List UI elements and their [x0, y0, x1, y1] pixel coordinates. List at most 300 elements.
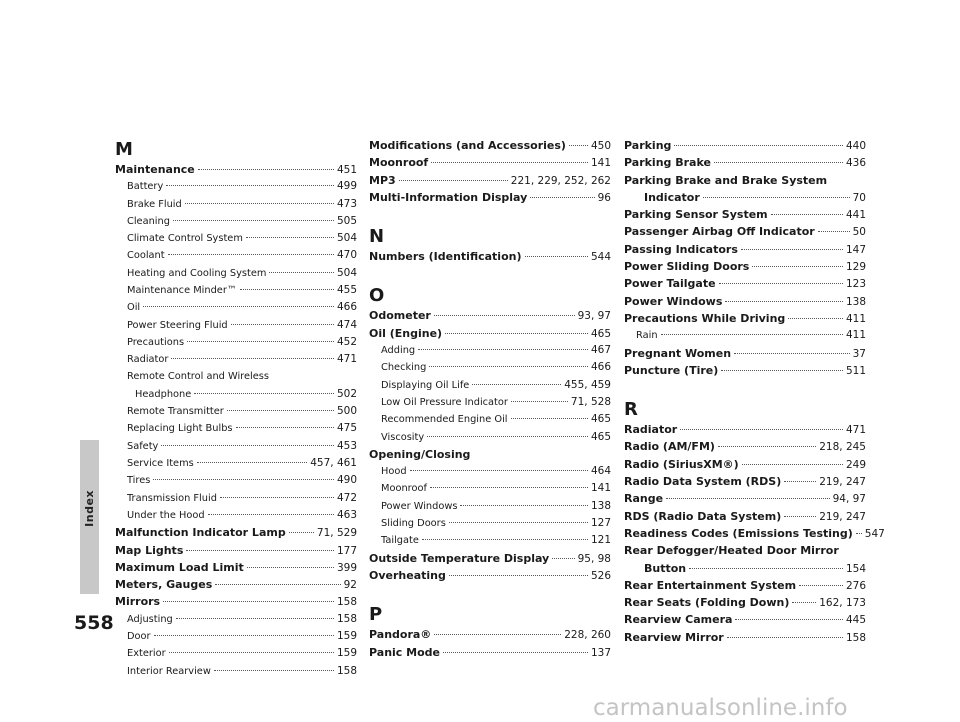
entry-page-ref[interactable]: 450	[590, 140, 611, 152]
entry-term: Radiator	[127, 354, 169, 366]
entry-term: Radio Data System (RDS)	[624, 475, 782, 489]
dot-leader	[799, 585, 843, 586]
index-entry[interactable]	[115, 578, 357, 595]
dot-leader	[430, 487, 588, 488]
entry-page-ref[interactable]: 471	[336, 353, 357, 366]
index-entry[interactable]	[115, 526, 357, 543]
entry-page-ref[interactable]: 465	[590, 327, 611, 340]
dot-leader	[788, 318, 843, 319]
entry-page-ref[interactable]: 499	[336, 180, 357, 193]
dot-leader	[703, 197, 850, 198]
index-entry[interactable]	[369, 174, 611, 191]
dot-leader	[185, 203, 334, 204]
index-entry[interactable]	[115, 301, 357, 318]
entry-term: Radio (AM/FM)	[624, 440, 715, 454]
entry-page-ref[interactable]: 505	[336, 214, 357, 227]
entry-term: Panic Mode	[369, 645, 440, 659]
entry-term: Modifications (and Accessories)	[369, 139, 566, 152]
entry-term: Safety	[127, 440, 159, 452]
dot-leader	[511, 418, 588, 419]
entry-page-ref[interactable]: 93, 97	[577, 310, 611, 323]
entry-term: Replacing Light Bulbs	[127, 423, 233, 435]
index-entry[interactable]	[624, 613, 866, 630]
entry-term: Rearview Camera	[624, 613, 733, 627]
entry-term: Rear Seats (Folding Down)	[624, 596, 790, 610]
dot-leader	[246, 237, 334, 238]
dot-leader	[721, 370, 843, 371]
entry-term: Range	[624, 492, 664, 506]
index-entry[interactable]	[624, 260, 866, 277]
entry-page-ref[interactable]: 399	[336, 561, 357, 574]
index-entry[interactable]	[624, 174, 866, 191]
index-entry[interactable]	[624, 492, 866, 509]
dot-leader	[661, 334, 843, 335]
entry-term: Parking	[624, 139, 672, 152]
entry-page-ref[interactable]: 138	[845, 295, 866, 308]
dot-leader	[153, 479, 334, 480]
dot-leader	[719, 283, 843, 284]
index-entry[interactable]	[115, 198, 357, 215]
index-entry[interactable]	[369, 465, 611, 482]
entry-page-ref[interactable]: 159	[336, 647, 357, 660]
entry-term: Rear Entertainment System	[624, 578, 797, 592]
entry-term: Rearview Mirror	[624, 630, 724, 644]
entry-page-ref[interactable]: 465	[590, 413, 611, 426]
entry-term: Adding	[381, 345, 416, 357]
dot-leader	[429, 366, 588, 367]
dot-leader	[771, 214, 843, 215]
entry-page-ref[interactable]: 436	[845, 157, 866, 170]
index-entry[interactable]	[369, 191, 611, 208]
index-entry[interactable]	[115, 440, 357, 457]
index-entry[interactable]	[624, 596, 866, 613]
dot-leader	[741, 249, 843, 250]
entry-page-ref[interactable]: 159	[336, 630, 357, 643]
index-column-3	[624, 139, 885, 648]
section-letter: P	[369, 604, 383, 626]
dot-leader	[427, 436, 588, 437]
index-entry[interactable]	[115, 163, 357, 180]
entry-term: Pandora®	[369, 628, 432, 642]
index-entry[interactable]	[624, 277, 866, 294]
dot-leader	[236, 427, 334, 428]
entry-page-ref[interactable]: 465	[590, 430, 611, 443]
index-entry[interactable]	[369, 569, 611, 586]
entry-page-ref[interactable]: 490	[336, 474, 357, 487]
dot-leader	[714, 162, 843, 163]
dot-leader	[171, 358, 334, 359]
dot-leader	[186, 550, 334, 551]
dot-leader	[198, 169, 334, 170]
entry-page-ref[interactable]: 219, 247	[819, 510, 866, 523]
entry-page-ref[interactable]: 71, 529	[316, 527, 357, 540]
entry-term: Puncture (Tire)	[624, 363, 719, 377]
index-entry[interactable]	[115, 509, 357, 526]
entry-term: Odometer	[369, 309, 431, 323]
index-entry[interactable]	[369, 500, 611, 517]
entry-term: Numbers (Identification)	[369, 250, 522, 264]
dot-leader	[856, 533, 862, 534]
index-entry[interactable]	[115, 613, 357, 630]
entry-term: Sliding Doors	[381, 518, 446, 530]
entry-term: Indicator	[644, 190, 700, 204]
index-entry[interactable]	[115, 284, 357, 301]
index-entry[interactable]	[369, 646, 611, 663]
entry-page-ref[interactable]: 96	[597, 191, 611, 204]
index-entry[interactable]	[115, 353, 357, 370]
index-entry[interactable]	[624, 208, 866, 225]
dot-leader	[530, 197, 594, 198]
index-entry[interactable]	[624, 510, 866, 527]
index-entry[interactable]	[115, 474, 357, 491]
index-entry[interactable]	[369, 482, 611, 499]
dot-leader	[742, 464, 843, 465]
index-entry[interactable]	[115, 319, 357, 336]
dot-leader	[472, 384, 561, 385]
dot-leader	[418, 349, 588, 350]
index-entry[interactable]	[624, 156, 866, 173]
dot-leader	[166, 185, 334, 186]
entry-term: Exterior	[127, 648, 166, 660]
index-entry[interactable]	[115, 267, 357, 284]
entry-page-ref[interactable]: 411	[845, 312, 866, 325]
entry-page-ref[interactable]: 441	[845, 209, 866, 222]
entry-term: Maximum Load Limit	[115, 560, 244, 574]
index-entry[interactable]	[624, 544, 866, 561]
entry-page-ref[interactable]: 463	[336, 508, 357, 521]
entry-term: Map Lights	[115, 543, 184, 557]
entry-term: Passenger Airbag Off Indicator	[624, 225, 815, 239]
entry-page-ref[interactable]: 276	[845, 579, 866, 592]
dot-leader	[208, 514, 334, 515]
entry-page-ref[interactable]: 472	[336, 491, 357, 504]
entry-term: Power Steering Fluid	[127, 319, 228, 331]
dot-leader	[220, 497, 334, 498]
index-entry[interactable]	[624, 440, 866, 457]
index-entry[interactable]	[115, 647, 357, 664]
entry-page-ref[interactable]: 547	[864, 527, 885, 540]
entry-term: Parking Sensor System	[624, 208, 768, 222]
dot-leader	[269, 272, 334, 273]
index-entry[interactable]	[624, 562, 866, 579]
entry-page-ref[interactable]: 37	[852, 347, 866, 360]
entry-page-ref[interactable]: 138	[590, 499, 611, 512]
entry-page-ref[interactable]: 504	[336, 232, 357, 245]
entry-term: Moonroof	[381, 483, 427, 495]
dot-leader	[735, 619, 843, 620]
index-entry[interactable]	[115, 405, 357, 422]
entry-page-ref[interactable]: 445	[845, 614, 866, 627]
entry-page-ref[interactable]: 504	[336, 266, 357, 279]
entry-page-ref[interactable]: 123	[845, 278, 866, 291]
dot-leader	[227, 410, 334, 411]
index-entry[interactable]	[624, 631, 866, 648]
entry-page-ref[interactable]: 147	[845, 243, 866, 256]
index-entry[interactable]	[115, 336, 357, 353]
entry-term: Remote Control and Wireless	[127, 370, 269, 382]
entry-term: Checking	[381, 362, 427, 374]
index-entry[interactable]	[624, 139, 866, 156]
dot-leader	[666, 498, 830, 499]
dot-leader	[231, 324, 334, 325]
entry-term: Service Items	[127, 458, 194, 470]
entry-page-ref[interactable]: 154	[845, 562, 866, 575]
entry-page-ref[interactable]: 475	[336, 422, 357, 435]
index-entry[interactable]	[115, 561, 357, 578]
dot-leader	[434, 634, 561, 635]
entry-term: Radiator	[624, 423, 678, 437]
entry-page-ref[interactable]: 474	[336, 318, 357, 331]
index-entry[interactable]	[115, 630, 357, 647]
index-entry[interactable]	[115, 249, 357, 266]
watermark: carmanualsonline.info	[593, 695, 848, 721]
entry-term: Meters, Gauges	[115, 578, 213, 592]
entry-page-ref[interactable]: 219, 247	[819, 476, 866, 489]
dot-leader	[445, 333, 588, 334]
entry-term: Interior Rearview	[127, 665, 211, 677]
index-entry[interactable]	[369, 361, 611, 378]
index-entry[interactable]	[369, 517, 611, 534]
entry-term: Multi-Information Display	[369, 190, 528, 204]
entry-page-ref[interactable]: 471	[845, 424, 866, 437]
entry-term: Door	[127, 631, 151, 643]
dot-leader	[784, 481, 816, 482]
entry-term: Radio (SiriusXM®)	[624, 457, 739, 471]
dot-leader	[399, 180, 508, 181]
entry-term: Outside Temperature Display	[369, 551, 550, 565]
entry-page-ref[interactable]: 158	[336, 664, 357, 677]
entry-page-ref[interactable]: 451	[336, 164, 357, 176]
entry-page-ref[interactable]: 71, 528	[570, 395, 611, 408]
entry-page-ref[interactable]: 466	[590, 361, 611, 374]
entry-page-ref[interactable]: 137	[590, 646, 611, 659]
entry-term: Passing Indicators	[624, 242, 738, 256]
dot-leader	[154, 635, 334, 636]
entry-page-ref[interactable]: 177	[336, 544, 357, 557]
index-entry[interactable]	[369, 379, 611, 396]
entry-page-ref[interactable]: 127	[590, 517, 611, 530]
entry-page-ref[interactable]: 228, 260	[564, 629, 611, 642]
dot-leader	[410, 470, 588, 471]
entry-term: Viscosity	[381, 431, 425, 443]
entry-page-ref[interactable]: 121	[590, 534, 611, 547]
dot-leader	[460, 505, 587, 506]
index-entry[interactable]	[369, 344, 611, 361]
index-column-1	[115, 139, 357, 682]
dot-leader	[214, 670, 334, 671]
entry-term: Power Tailgate	[624, 277, 716, 291]
index-entry[interactable]	[624, 312, 866, 329]
index-entry[interactable]	[369, 396, 611, 413]
entry-term: Hood	[381, 466, 407, 478]
entry-term: Transmission Fluid	[127, 492, 217, 504]
dot-leader	[173, 220, 334, 221]
entry-page-ref[interactable]: 162, 173	[819, 597, 866, 610]
dot-leader	[443, 652, 588, 653]
dot-leader	[247, 567, 334, 568]
dot-leader	[449, 575, 588, 576]
index-entry[interactable]	[624, 364, 866, 381]
entry-page-ref[interactable]: 466	[336, 301, 357, 314]
entry-page-ref[interactable]: 158	[845, 631, 866, 644]
index-entry[interactable]	[624, 423, 866, 440]
index-entry[interactable]	[624, 347, 866, 364]
dot-leader	[289, 532, 314, 533]
dot-leader	[215, 584, 340, 585]
dot-leader	[176, 618, 334, 619]
entry-page-ref[interactable]: 502	[336, 387, 357, 400]
index-entry[interactable]	[369, 628, 611, 645]
index-entry[interactable]	[115, 215, 357, 232]
entry-page-ref[interactable]: 221, 229, 252, 262	[510, 174, 611, 187]
entry-term: Adjusting	[127, 613, 173, 625]
entry-term: Low Oil Pressure Indicator	[381, 396, 508, 408]
section-letter: O	[369, 285, 385, 307]
index-entry[interactable]	[369, 156, 611, 173]
dot-leader	[734, 353, 850, 354]
index-entry[interactable]	[115, 665, 357, 682]
dot-leader	[718, 446, 816, 447]
side-label: Index	[83, 490, 96, 527]
index-entry[interactable]	[115, 388, 357, 405]
entry-page-ref[interactable]: 455, 459	[564, 378, 611, 391]
entry-term: Opening/Closing	[369, 447, 471, 461]
entry-page-ref[interactable]: 50	[852, 226, 866, 239]
dot-leader	[552, 558, 574, 559]
dot-leader	[422, 539, 588, 540]
entry-page-ref[interactable]: 141	[590, 482, 611, 495]
dot-leader	[752, 266, 843, 267]
index-entry[interactable]	[115, 492, 357, 509]
index-entry[interactable]	[369, 250, 611, 267]
dot-leader	[431, 162, 588, 163]
entry-page-ref[interactable]: 440	[845, 140, 866, 152]
entry-term: Remote Transmitter	[127, 406, 224, 418]
entry-page-ref[interactable]: 526	[590, 569, 611, 582]
entry-term: Rear Defogger/Heated Door Mirror	[624, 544, 839, 558]
entry-term: Coolant	[127, 250, 165, 262]
index-entry[interactable]	[115, 232, 357, 249]
entry-term: Climate Control System	[127, 233, 243, 245]
entry-term: Power Sliding Doors	[624, 260, 750, 274]
index-entry[interactable]	[115, 544, 357, 561]
entry-term: Headphone	[135, 388, 192, 400]
index-entry[interactable]	[624, 458, 866, 475]
index-entry[interactable]	[624, 243, 866, 260]
index-entry[interactable]	[369, 534, 611, 551]
index-entry[interactable]	[624, 191, 866, 208]
entry-page-ref[interactable]: 70	[852, 191, 866, 204]
entry-page-ref[interactable]: 95, 98	[577, 552, 611, 565]
dot-leader	[143, 306, 334, 307]
index-entry[interactable]	[369, 139, 611, 156]
index-entry[interactable]	[369, 327, 611, 344]
dot-leader	[680, 429, 843, 430]
entry-term: Cleaning	[127, 215, 170, 227]
index-entry[interactable]	[624, 295, 866, 312]
entry-page-ref[interactable]: 457, 461	[310, 457, 357, 470]
entry-term: Maintenance	[115, 163, 195, 176]
entry-term: Malfunction Indicator Lamp	[115, 526, 286, 540]
entry-page-ref[interactable]: 158	[336, 596, 357, 609]
entry-page-ref[interactable]: 470	[336, 249, 357, 262]
dot-leader	[168, 254, 334, 255]
entry-term: Power Windows	[381, 500, 458, 512]
index-entry[interactable]	[369, 431, 611, 448]
entry-term: Precautions While Driving	[624, 311, 786, 325]
section-letter: R	[624, 399, 638, 421]
dot-leader	[569, 145, 588, 146]
entry-page-ref[interactable]: 141	[590, 157, 611, 170]
index-entry[interactable]	[624, 225, 866, 242]
dot-leader	[792, 602, 816, 603]
dot-leader	[725, 301, 843, 302]
index-entry[interactable]	[369, 413, 611, 430]
dot-leader	[511, 401, 568, 402]
entry-page-ref[interactable]: 455	[336, 284, 357, 297]
dot-leader	[449, 522, 588, 523]
entry-term: Maintenance Minder™	[127, 285, 237, 297]
entry-term: Parking Brake	[624, 156, 711, 170]
entry-term: Power Windows	[624, 294, 723, 308]
dot-leader	[194, 393, 334, 394]
index-entry[interactable]	[369, 448, 611, 465]
entry-page-ref[interactable]: 94, 97	[832, 493, 866, 506]
index-entry[interactable]	[115, 422, 357, 439]
entry-page-ref[interactable]: 249	[845, 458, 866, 471]
entry-page-ref[interactable]: 473	[336, 197, 357, 210]
entry-term: Brake Fluid	[127, 198, 182, 210]
entry-term: MP3	[369, 173, 396, 187]
entry-term: Pregnant Women	[624, 346, 732, 360]
entry-page-ref[interactable]: 464	[590, 465, 611, 478]
entry-page-ref[interactable]: 158	[336, 612, 357, 625]
index-entry[interactable]	[624, 329, 866, 346]
index-entry[interactable]	[369, 309, 611, 326]
entry-term: Oil (Engine)	[369, 326, 443, 340]
entry-term: Battery	[127, 181, 164, 193]
entry-page-ref[interactable]: 411	[845, 329, 866, 342]
index-entry[interactable]	[624, 475, 866, 492]
index-entry[interactable]	[369, 552, 611, 569]
dot-leader	[434, 315, 575, 316]
entry-term: Recommended Engine Oil	[381, 414, 508, 426]
dot-leader	[689, 568, 843, 569]
entry-page-ref[interactable]: 452	[336, 335, 357, 348]
dot-leader	[240, 289, 334, 290]
index-entry[interactable]	[624, 526, 885, 544]
entry-page-ref[interactable]: 218, 245	[819, 441, 866, 454]
entry-page-ref[interactable]: 467	[590, 344, 611, 357]
index-entry[interactable]	[115, 457, 357, 474]
dot-leader	[197, 462, 308, 463]
dot-leader	[169, 652, 334, 653]
entry-page-ref[interactable]: 544	[590, 251, 611, 264]
entry-page-ref[interactable]: 511	[845, 364, 866, 377]
index-entry[interactable]	[115, 180, 357, 197]
entry-page-ref[interactable]: 92	[343, 579, 357, 592]
entry-page-ref[interactable]: 453	[336, 439, 357, 452]
page-number: 558	[74, 612, 114, 634]
entry-term: Under the Hood	[127, 509, 205, 521]
index-entry[interactable]	[115, 371, 357, 388]
entry-page-ref[interactable]: 500	[336, 405, 357, 418]
entry-page-ref[interactable]: 129	[845, 261, 866, 274]
dot-leader	[727, 637, 843, 638]
index-entry[interactable]	[624, 579, 866, 596]
index-entry[interactable]	[115, 595, 357, 612]
entry-term: Moonroof	[369, 156, 429, 170]
